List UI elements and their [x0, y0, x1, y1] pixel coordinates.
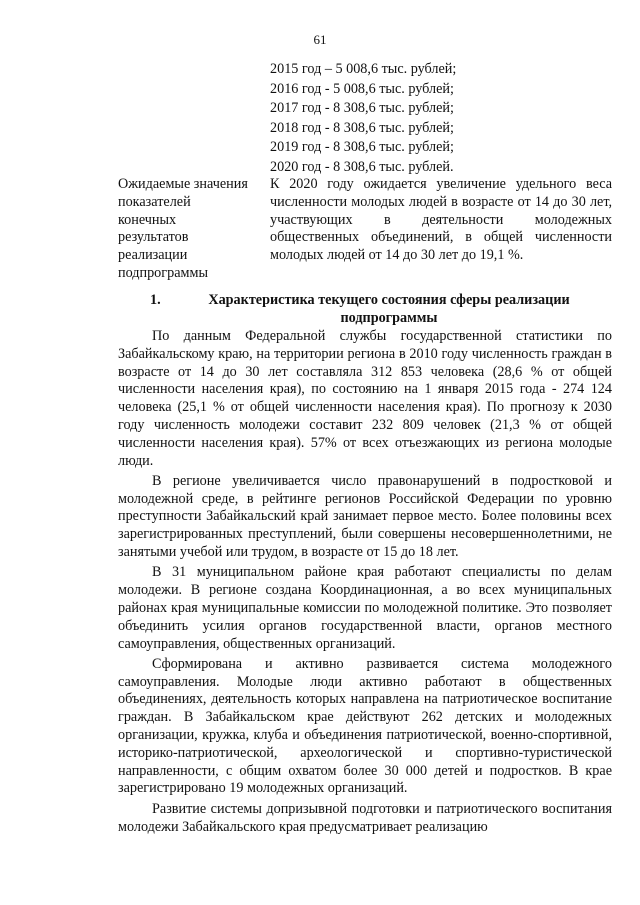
- expected-results-label: Ожидаемые значения показателей конечных результатов реализации подпрограммы: [118, 176, 248, 281]
- expected-results-value: К 2020 году ожидается увеличение удельного веса численности молодых людей в возрасте от 14 до 30 лет, участвующих в деятельности молодежных общественных объединений, в общей численности молодых людей от 14 до 30 лет до 19,1 %.: [270, 176, 612, 264]
- funding-year-line: 2018 год - 8 308,6 тыс. рублей;: [270, 119, 454, 136]
- page-number: 61: [313, 32, 327, 47]
- body-text: [118, 328, 612, 839]
- funding-year-line: 2017 год - 8 308,6 тыс. рублей;: [270, 100, 454, 116]
- section-number: 1.: [150, 292, 161, 308]
- paragraph: Развитие системы допризывной подготовки и патриотического воспитания молодежи Забайкальского края предусматривает реализацию: [118, 800, 612, 835]
- paragraph: По данным Федеральной службы государственной статистики по Забайкальскому краю, на территории региона в 2010 году численность граждан в возрасте от 14 до 30 лет составляла 312 853 человека (28,6 % от общей численности населения края), по состоянию на 1 января 2015 года - 274 124 человека (25,1 % от общей численности населения края). По прогнозу к 2030 году численность молодежи составит 232 809 человек (21,3 % от общей численности населения края). 57% от всех отъезжающих из региона молодые люди.: [118, 328, 612, 469]
- section-title: Характеристика текущего состояния сферы реализации подпрограммы: [208, 292, 570, 326]
- paragraph: В регионе увеличивается число правонарушений в подростковой и молодежной среде, в рейтинге регионов Российской Федерации по уровню преступности Забайкальский край занимает первое место. Более половины всех зарегистрированных преступлений, были совершены несовершеннолетними, не занятыми учебой или трудом, в возрасте от 15 до 18 лет.: [118, 472, 612, 561]
- funding-year-line: 2020 год - 8 308,6 тыс. рублей.: [270, 158, 454, 175]
- funding-by-year-list: [270, 60, 456, 177]
- paragraph: Сформирована и активно развивается система молодежного самоуправления. Молодые люди активно работают в общественных объединениях, деятельность которых направлена на патриотическое воспитание граждан. В Забайкальском крае действуют 262 детских и молодежных организации, кружка, клуба и объединения патриотической, военно-спортивной, историко-патриотической, археологической и спортивно-туристической направленности, с общим охватом более 30 000 детей и подростков. В крае зарегистрировано 19 молодежных организаций.: [118, 655, 612, 797]
- funding-year-line: 2019 год - 8 308,6 тыс. рублей;: [270, 139, 454, 155]
- paragraph: В 31 муниципальном районе края работают специалисты по делам молодежи. В регионе создана Координационная, а во всех муниципальных районах края муниципальные комиссии по молодежной политике. Это позволяет объединить усилия органов государственной власти, органов местного самоуправления, общественных организаций.: [118, 564, 612, 652]
- funding-year-line: 2015 год – 5 008,6 тыс. рублей;: [270, 61, 457, 77]
- funding-year-line: 2016 год - 5 008,6 тыс. рублей;: [270, 80, 454, 97]
